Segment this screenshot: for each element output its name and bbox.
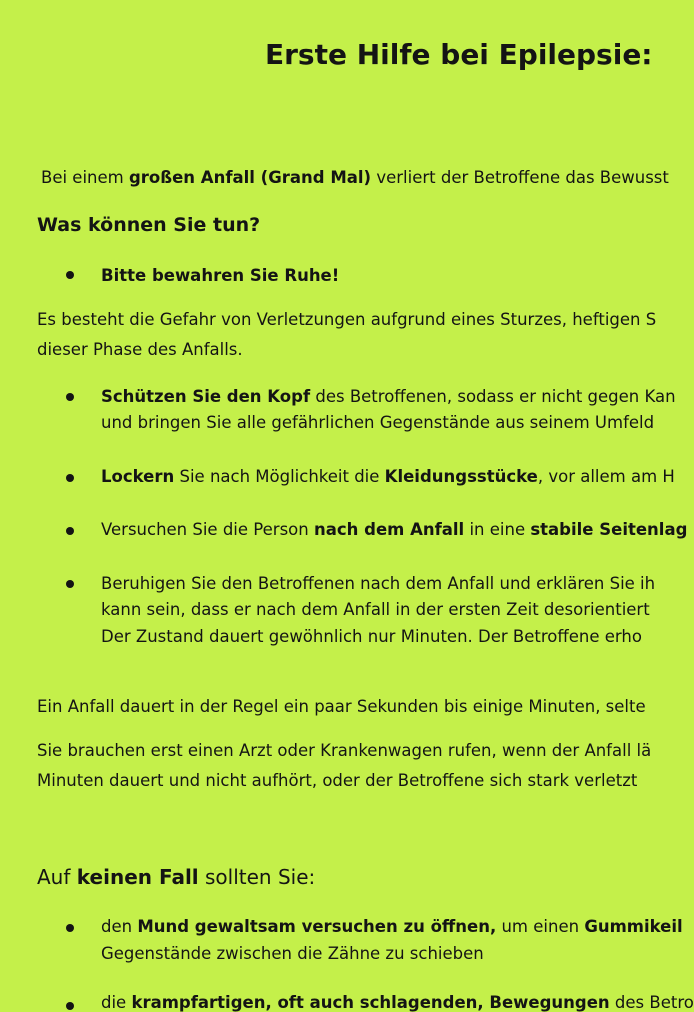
bullet-protect-head-text: des Betroffenen, sodass er nicht gegen Kan [310,387,676,406]
bullet-dot-icon [66,1002,74,1010]
bullet-mouth [101,917,683,936]
danger-line-1: Es besteht die Gefahr von Verletzungen aufgrund eines Sturzes, heftigen S [37,310,657,329]
bullet-recovery-text-1: Versuchen Sie die Person [101,520,314,539]
bullet-recovery-bold-2: stabile Seitenlag [530,520,688,539]
bullet-dot-icon [66,474,74,482]
bullet-recovery-position [101,520,687,539]
intro-paragraph [41,168,669,187]
bullet-protect-head-line-2: und bringen Sie alle gefährlichen Gegenstände aus seinem Umfeld [101,413,655,432]
bullet-mouth-line-2: Gegenstände zwischen die Zähne zu schieben [101,944,484,963]
bullet-mouth-bold-1: Mund gewaltsam versuchen zu öffnen, [137,917,497,936]
danger-line-2: dieser Phase des Anfalls. [37,340,243,359]
bullet-dot-icon [66,393,74,401]
bullet-loosen-text-1: Sie nach Möglichkeit die [174,467,385,486]
bullet-mouth-bold-2: Gummikeil [584,917,683,936]
doctor-line-1: Sie brauchen erst einen Arzt oder Krankenwagen rufen, wenn der Anfall lä [37,741,652,760]
bullet-loosen-text-2: , vor allem am H [537,467,675,486]
bullet-movements-cut [101,993,694,1012]
bullet-movements-text-2: des Betro [609,993,694,1012]
bullet-calm-line-1: Beruhigen Sie den Betroffenen nach dem Anfall und erklären Sie ih [101,574,656,593]
duration-paragraph: Ein Anfall dauert in der Regel ein paar Sekunden bis einige Minuten, selte [37,697,646,716]
heading-what-can-you-do: Was können Sie tun? [37,214,261,236]
bullet-dot-icon [66,527,74,535]
bullet-calm-line-2: kann sein, dass er nach dem Anfall in der ersten Zeit desorientiert [101,600,650,619]
bullet-recovery-bold-1: nach dem Anfall [313,520,465,539]
bullet-recovery-text-2: in eine [464,520,531,539]
bullet-mouth-text-2: um einen [496,917,585,936]
bullet-movements-bold: krampfartigen, oft auch schlagenden, Bewegungen [131,993,610,1012]
bullet-protect-head [101,387,676,406]
page-title: Erste Hilfe bei Epilepsie: [265,38,653,71]
doctor-line-2: Minuten dauert und nicht aufhört, oder der Betroffene sich stark verletzt [37,771,638,790]
heading-never-bold: keinen Fall [76,865,199,889]
bullet-mouth-text-1: den [101,917,138,936]
intro-text-1: Bei einem [41,168,129,187]
heading-never-text-2: sollten Sie: [198,865,316,889]
intro-bold: großen Anfall (Grand Mal) [128,168,372,187]
intro-text-2: verliert der Betroffene das Bewusst [371,168,669,187]
bullet-loosen-clothes [101,467,675,486]
heading-never-text-1: Auf [37,865,77,889]
bullet-movements-text-1: die [101,993,132,1012]
bullet-calm-line-3: Der Zustand dauert gewöhnlich nur Minuten. Der Betroffene erho [101,627,642,646]
bullet-dot-icon [66,924,74,932]
heading-never-do [37,865,315,889]
bullet-dot-icon [66,271,74,279]
bullet-protect-head-bold: Schützen Sie den Kopf [101,387,311,406]
bullet-loosen-bold-1: Lockern [101,467,175,486]
bullet-dot-icon [66,580,74,588]
bullet-loosen-bold-2: Kleidungsstücke [384,467,538,486]
bullet-keep-calm: Bitte bewahren Sie Ruhe! [101,266,340,285]
